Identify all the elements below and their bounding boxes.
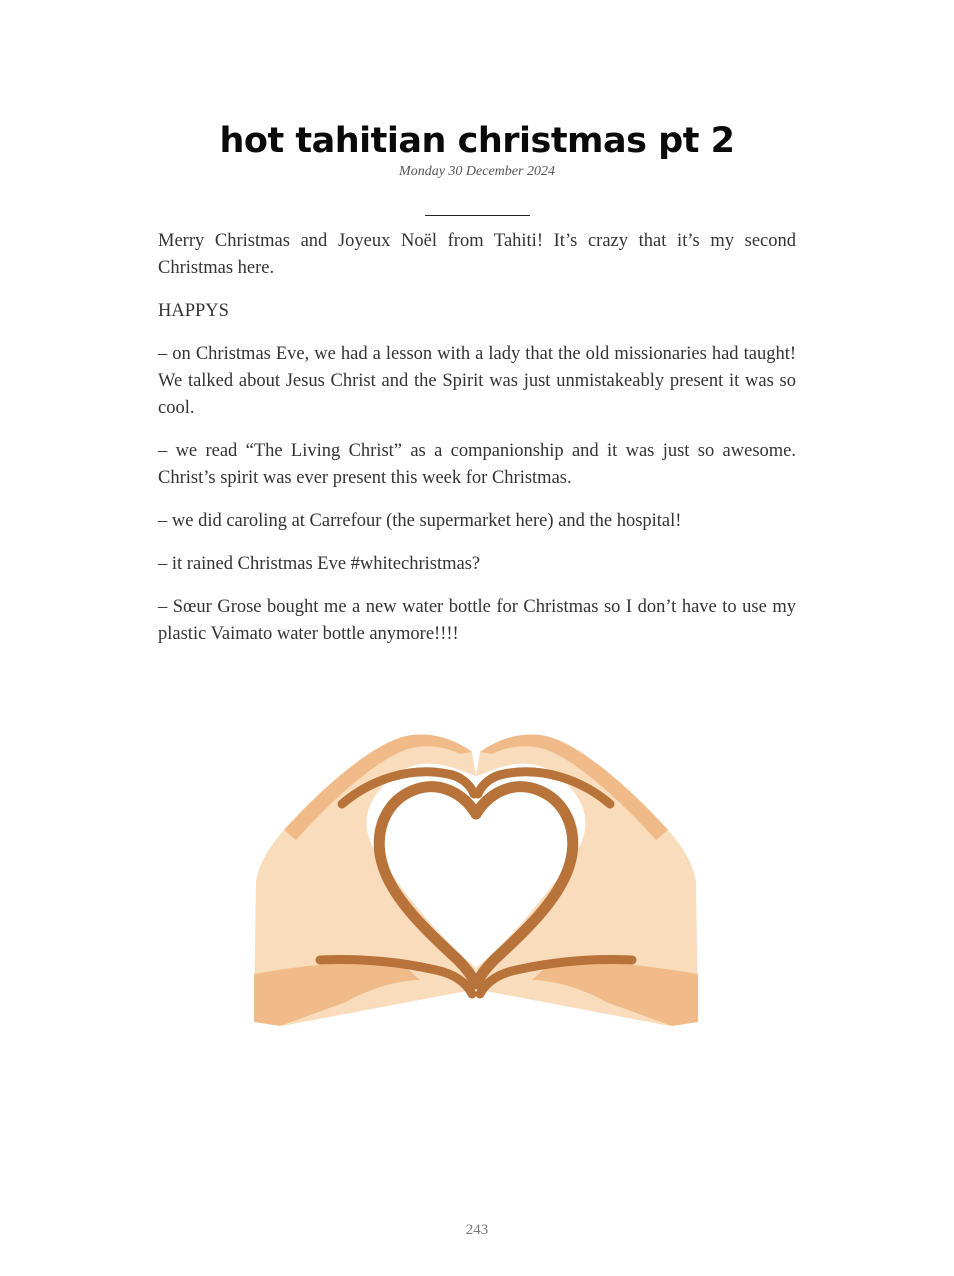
paragraph-rain: – it rained Christmas Eve #whitechristmas?	[158, 554, 481, 574]
paragraph-living-christ: – we read “The Living Christ” as a companionship and it was just so awesome. Christ’s spirit was ever present this week for Christmas.	[158, 441, 796, 488]
paragraph-happys-heading: HAPPYS	[158, 301, 229, 321]
heart-hands-icon	[250, 722, 702, 1038]
post-body	[158, 228, 796, 664]
paragraph-caroling: – we did caroling at Carrefour (the supermarket here) and the hospital!	[158, 511, 682, 531]
page-number: 243	[465, 1222, 489, 1238]
post-date: Monday 30 December 2024	[399, 164, 555, 179]
title-divider	[425, 215, 530, 216]
page-title: hot tahitian christmas pt 2	[219, 121, 735, 161]
paragraph-water-bottle: – Sœur Grose bought me a new water bottle for Christmas so I don’t have to use my plastic Vaimato water bottle anymore!!!!	[158, 597, 796, 644]
paragraph-greeting: Merry Christmas and Joyeux Noël from Tahiti! It’s crazy that it’s my second Christmas here.	[158, 231, 796, 278]
paragraph-lesson: – on Christmas Eve, we had a lesson with a lady that the old missionaries had taught! We talked about Jesus Christ and the Spirit was just unmistakeably present it was so cool.	[158, 344, 796, 418]
